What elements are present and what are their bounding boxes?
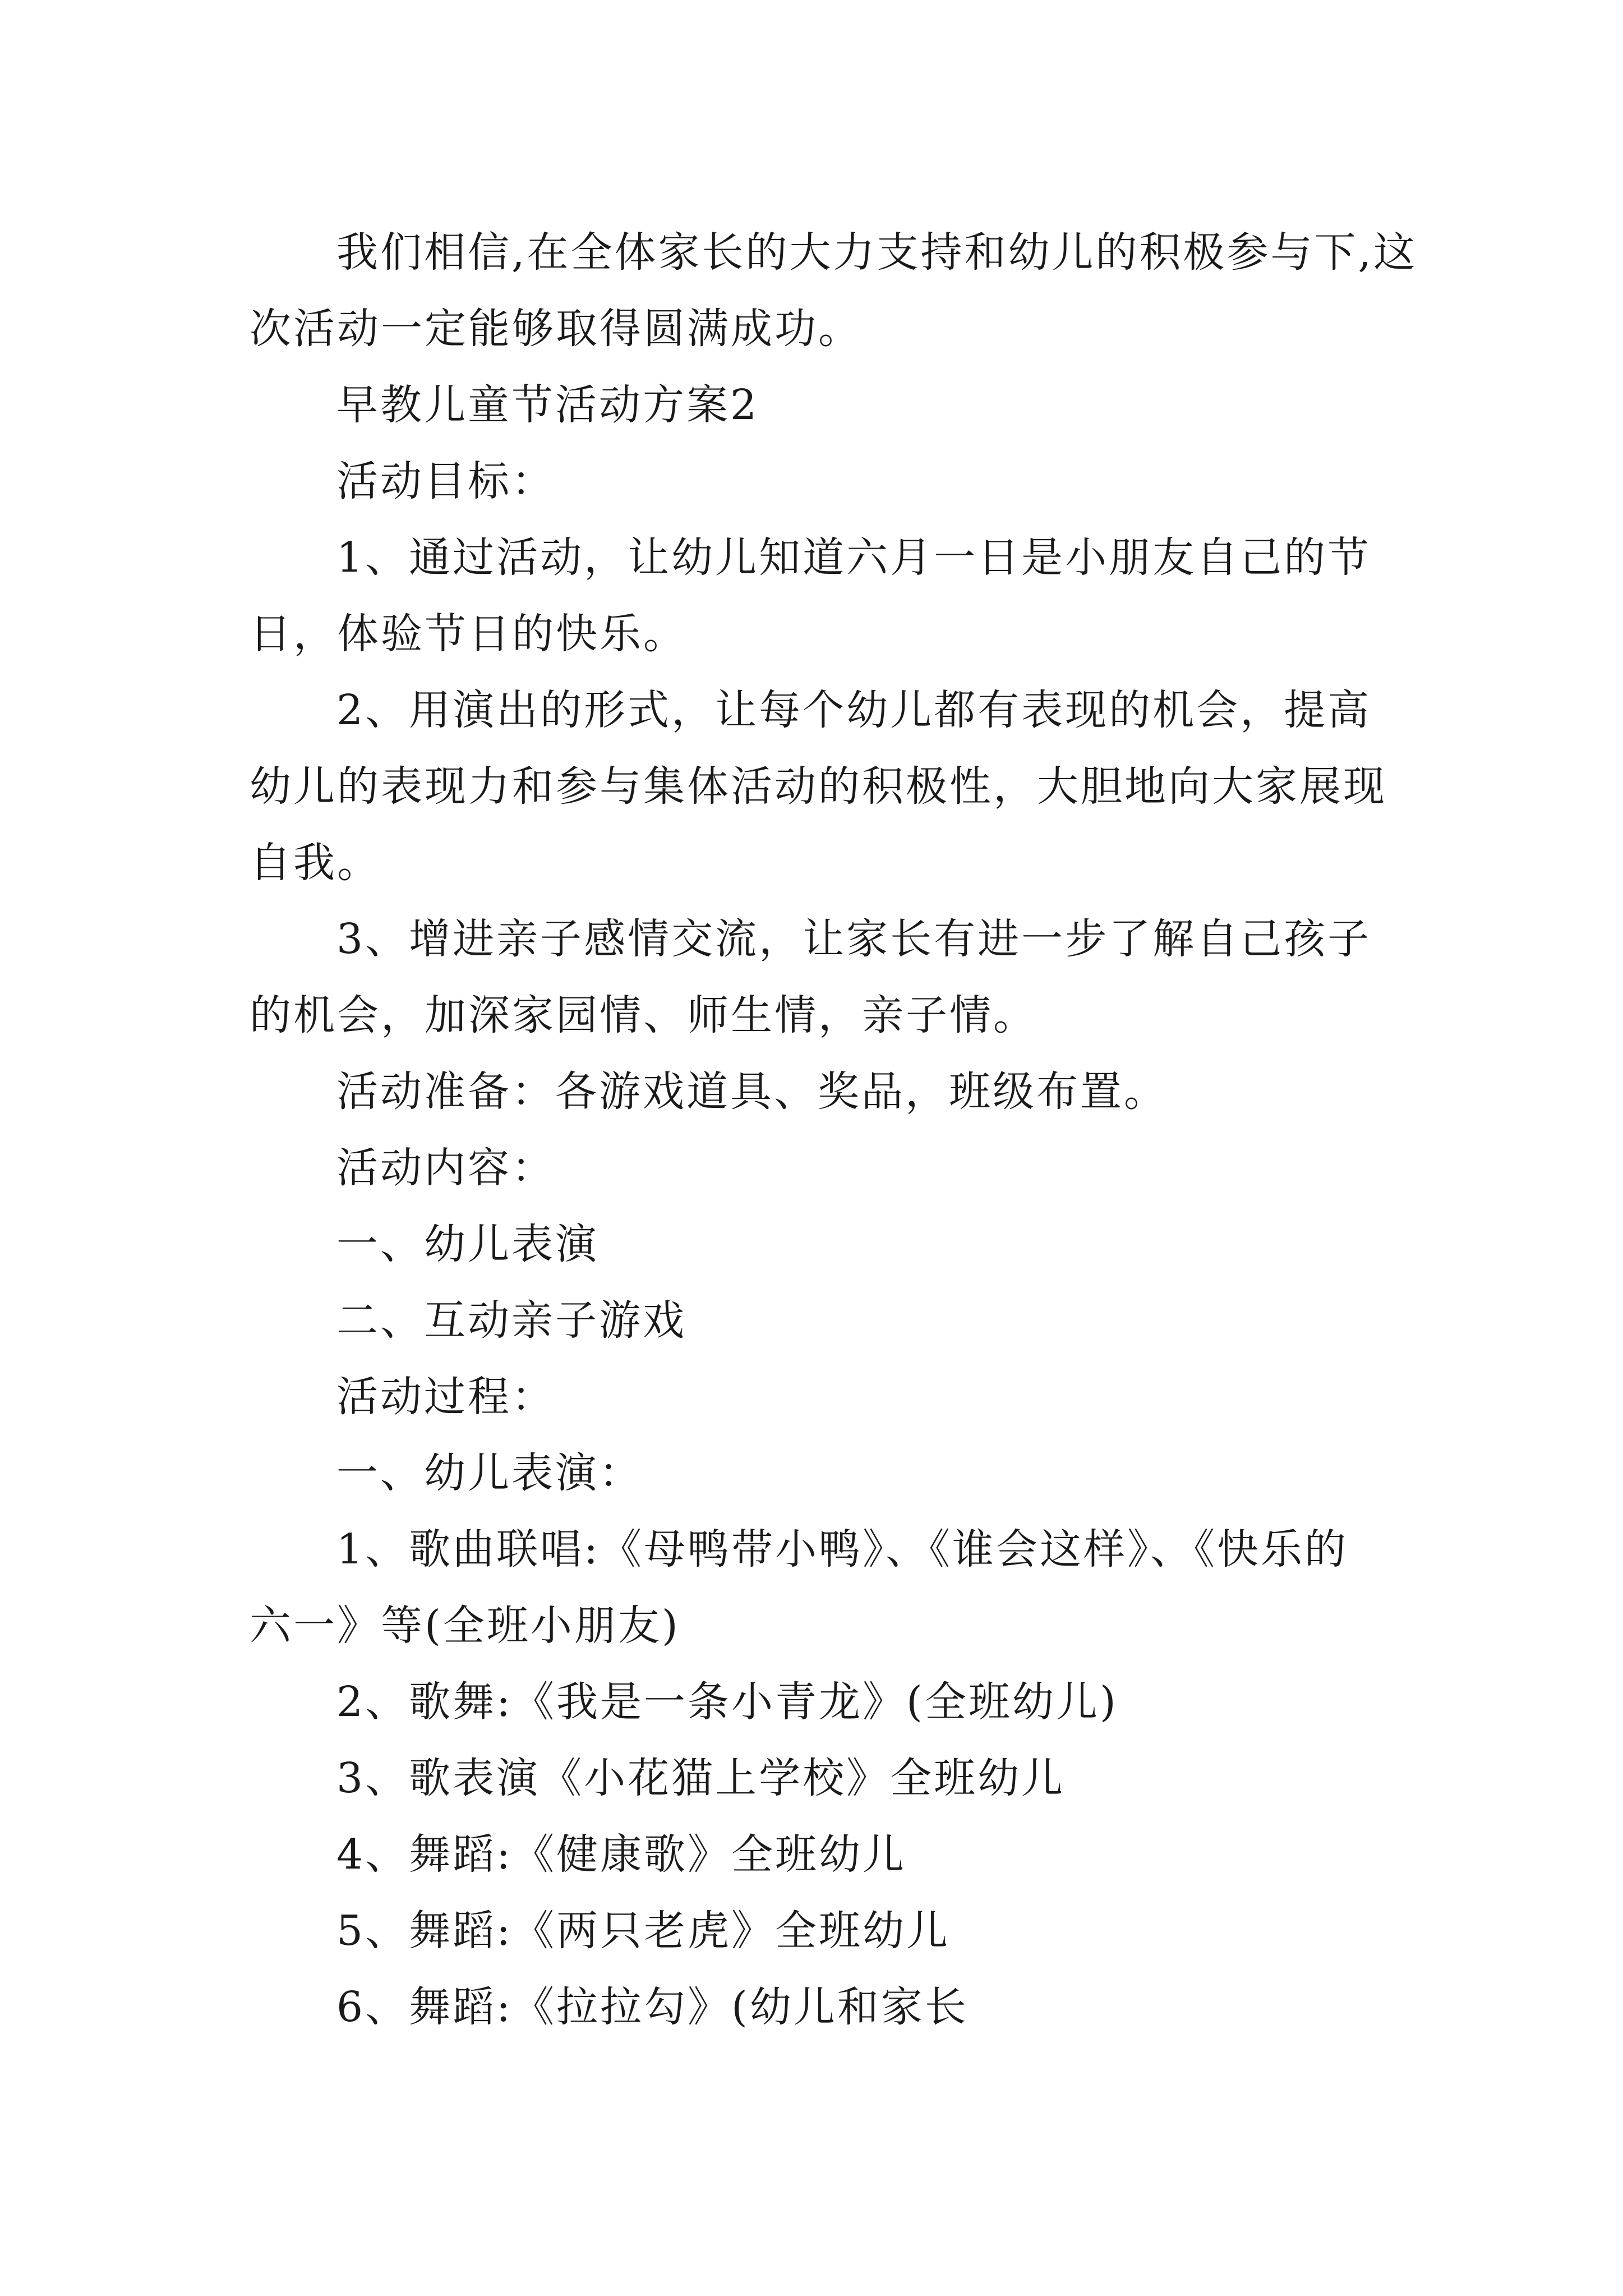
performance-item-6: 6、舞蹈:《拉拉勾》(幼儿和家长 [336, 1983, 969, 2031]
heading-content: 活动内容： [336, 1144, 555, 1192]
paragraph-closing: 我们相信,在全体家长的大力支持和幼儿的积极参与下,这次活动一定能够取得圆满成功。 [250, 228, 1418, 353]
goal-item-1: 1、通过活动，让幼儿知道六月一日是小朋友自己的节日，体验节日的快乐。 [250, 533, 1372, 658]
content-item-1: 一、幼儿表演 [336, 1220, 599, 1268]
performance-item-2: 2、歌舞:《我是一条小青龙》(全班幼儿) [336, 1678, 1118, 1726]
content-item-2: 二、互动亲子游戏 [336, 1296, 686, 1345]
preparation: 活动准备：各游戏道具、奖品，班级布置。 [336, 1068, 1168, 1116]
performance-item-4: 4、舞蹈:《健康歌》全班幼儿 [336, 1830, 907, 1879]
goal-item-3: 3、增进亲子感情交流，让家长有进一步了解自己孩子的机会，加深家园情、师生情，亲子情。 [250, 915, 1372, 1039]
performance-item-3: 3、歌表演《小花猫上学校》全班幼儿 [336, 1754, 1066, 1802]
heading-process: 活动过程： [336, 1373, 555, 1421]
section-title: 早教儿童节活动方案2 [336, 381, 759, 429]
performance-item-5: 5、舞蹈:《两只老虎》全班幼儿 [336, 1907, 951, 1955]
document-body [250, 214, 1438, 2045]
heading-goals: 活动目标： [336, 457, 555, 505]
performance-item-1: 1、歌曲联唱:《母鸭带小鸭》、《谁会这样》、《快乐的六一》等(全班小朋友) [250, 1525, 1349, 1650]
goal-item-2: 2、用演出的形式，让每个幼儿都有表现的机会，提高幼儿的表现力和参与集体活动的积极性，大胆地向大家展现自我。 [250, 686, 1387, 887]
process-section-1: 一、幼儿表演： [336, 1449, 643, 1497]
